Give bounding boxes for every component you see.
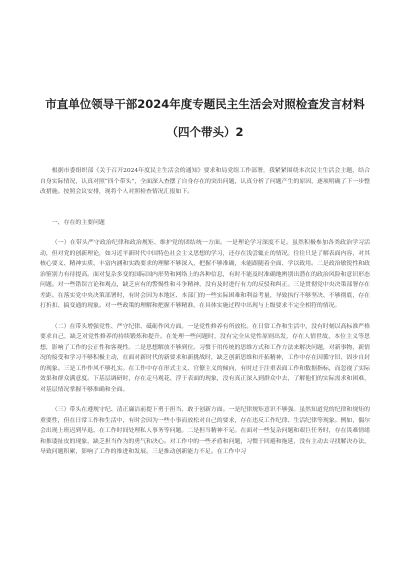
- title-line-2: （四个带头）2: [166, 125, 244, 139]
- section-heading: 一、存在的主要问题: [51, 219, 105, 226]
- intro-paragraph: 根据市委组织部《关于召开2024年度民主生活会的通知》要求和局党组工作部署，我紧紧围绕本次民主生活会主题，结合自身实际情况，认真对照“四个带头”，全面深入查摆了自身存在的突出问题，认真分析了问题产生的原因，逐项明确了下一步整改措施。按照会议安排，现将个人对照检查情况汇报如下。: [40, 168, 371, 195]
- title-line-1: 市直单位领导干部2024年度专题民主生活会对照检查发言材料: [45, 97, 365, 111]
- document-title: [40, 0, 370, 140]
- body-paragraph-2: （二）在带头增强党性、严守纪律、砥砺作风方面。一是党性修养有所放松。在日常工作和生活中，没有时刻以高标准严格要求自己，缺乏对党性修养的持续锻炼和提升。在处理一些问题时，没有完全从党性原则出发，存在人情世故、本位主义等思想，影响了工作的公正性和客观性。二是思想解放不够到位。习惯于用传统的思维方式和工作方法来解决问题，对新事物、新情况的接受和学习不够积极主动，在面对新时代的新要求和新挑战时，缺乏创新思维和开拓精神，工作中存在因循守旧、固步自封的现象。三是工作作风不够扎实。在工作中存在形式主义、官僚主义的倾向，有时过于注重表面工作和数据指标，而忽视了实际效果和群众满意度。下基层调研时，存在走马观花、浮于表面的现象，没有真正深入到群众中去，了解他们的实际需求和困难，对基层情况掌握不够准确和全面。: [40, 323, 370, 393]
- body-paragraph-3: （三）带头在遵规守纪、清正廉洁前提下勇于担当、敢于创新方面。一是纪律规矩意识不够强。虽然知道党的纪律和规矩的重要性，但在日常工作和生活中，有时会因为一些小事而放松对自己的要求，存在违反工作纪律、生活纪律等现象。例如，偶尔会出现上班迟到早退、在工作时间处理私人事务等问题。二是担当精神不足。在面对一些复杂问题和艰巨任务时，存在畏难情绪和推诿扯皮的现象，缺乏担当作为的勇气和决心。对工作中的一些矛盾和问题，习惯于回避和拖延，没有主动去寻找解决办法，导致问题积累，影响了工作的推进和发展。三是推动创新能力不足。在工作中习: [40, 407, 370, 455]
- body-paragraph-1: （一）在带头严守政治纪律和政治规矩、维护党的团结统一方面。一是理论学习深度不足。虽然积极参加各类政治学习活动，但对党的创新理论，如习近平新时代中国特色社会主义思想的学习，还存在浅尝辄止的情况。往往只是了解表面内容，对其核心要义、精神实质、丰富内涵和实践要求的理解不够深入，把握不够准确，未能跟随着全面、学以致用。二是政治敏锐性和政治鉴别力有待提高。面对复杂多变的国际国内形势和网络上的各种信息，有时不能及时准确地辨别出潜在的政治风险和意识形态问题。对一些错误言论和观点，缺乏应有的警惕性和斗争精神，没有及时进行有力的反驳和纠正。三是贯彻党中央决策部署存在差距。在落实党中央决策部署时，有时会因为本地区、本部门的一些实际困难和利益考量，导致执行不够坚决、不够彻底，存在打折扣、搞变通的现象。对一些政策的理解和把握不够精准，在具体实施过程中出现与上级要求不完全相符的情况。: [40, 240, 370, 309]
